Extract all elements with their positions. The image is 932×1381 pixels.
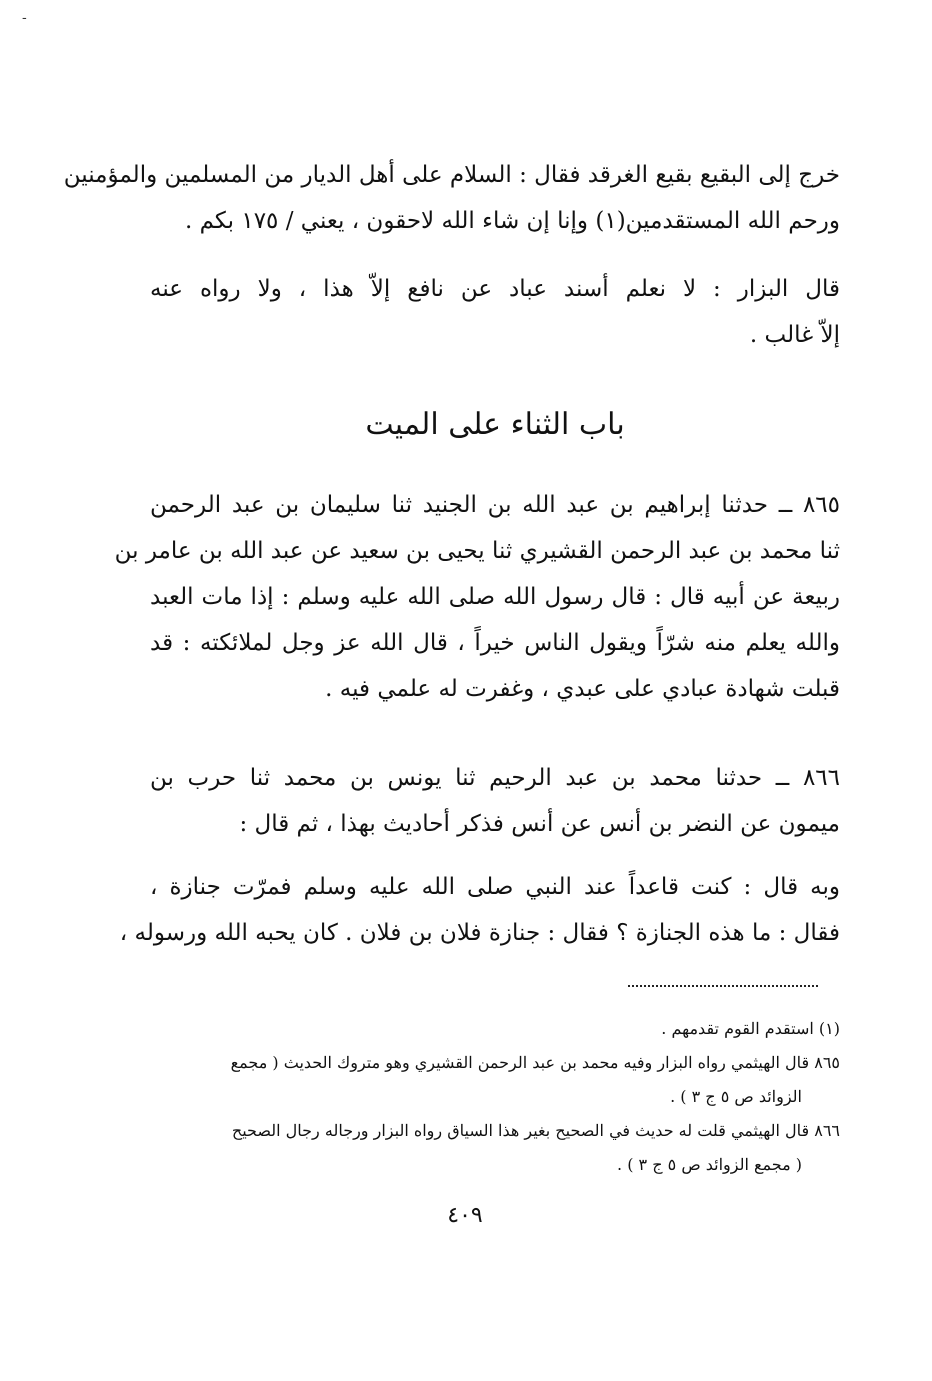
hadith-866-continued [119,864,840,956]
text-line: خرج إلى البقيع بقيع الغرقد فقال : السلام على أهل الديار من المسلمين والمؤمنين [63,162,840,188]
corner-mark: - [22,10,27,26]
footnote-line: ( مجمع الزوائد ص ٥ ج ٣ ) . [617,1155,802,1174]
text-line: قال البزار : لا نعلم أسند عباد عن نافع إلاّ هذا ، ولا رواه عنه [150,276,840,302]
footnotes [150,1012,840,1182]
page-number: ٤٠٩ [447,1203,483,1228]
footnote-line: ٨٦٥ قال الهيثمي رواه البزار وفيه محمد بن عبد الرحمن القشيري وهو متروك الحديث ( مجمع [230,1053,840,1072]
text-line: قبلت شهادة عبادي على عبدي ، وغفرت له علمي فيه . [325,676,840,702]
text-line: والله يعلم منه شرّاً ويقول الناس خيراً ، قال الله عز وجل لملائكته : قد [150,630,840,656]
text-line: ميمون عن النضر بن أنس عن أنس فذكر أحاديث بهذا ، ثم قال : [239,811,840,837]
text-line: ٨٦٥ ــ حدثنا إبراهيم بن عبد الله بن الجنيد ثنا سليمان بن عبد الرحمن [150,492,840,518]
chapter-heading: باب الثناء على الميت [365,407,625,442]
text-line: إلاّ غالب . [749,322,840,348]
footnote-separator [628,985,818,987]
text-line: ثنا محمد بن عبد الرحمن القشيري ثنا يحيى بن سعيد عن عبد الله بن عامر بن [114,538,840,564]
hadith-866 [150,755,840,847]
footnote-line: الزوائد ص ٥ ج ٣ ) . [670,1087,802,1106]
paragraph-bazzar-note [150,266,840,358]
footnote-line: (١) استقدم القوم تقدمهم . [661,1019,840,1038]
footnote-line: ٨٦٦ قال الهيثمي قلت له حديث في الصحيح بغير هذا السياق رواه البزار ورجاله رجال الصحيح [231,1121,840,1140]
text-line: ورحم الله المستقدمين(١) وإنا إن شاء الله لاحقون ، يعني / ١٧٥ بكم . [185,208,840,234]
text-line: ربيعة عن أبيه قال : قال رسول الله صلى الله عليه وسلم : إذا مات العبد [150,584,840,610]
text-line: وبه قال : كنت قاعداً عند النبي صلى الله عليه وسلم فمرّت جنازة ، [150,874,840,900]
paragraph-opening [63,152,840,244]
text-line: ٨٦٦ ــ حدثنا محمد بن عبد الرحيم ثنا يونس بن محمد ثنا حرب بن [150,765,840,791]
text-line: فقال : ما هذه الجنازة ؟ فقال : جنازة فلان بن فلان . كان يحبه الله ورسوله ، [119,920,840,946]
hadith-865 [114,482,840,712]
